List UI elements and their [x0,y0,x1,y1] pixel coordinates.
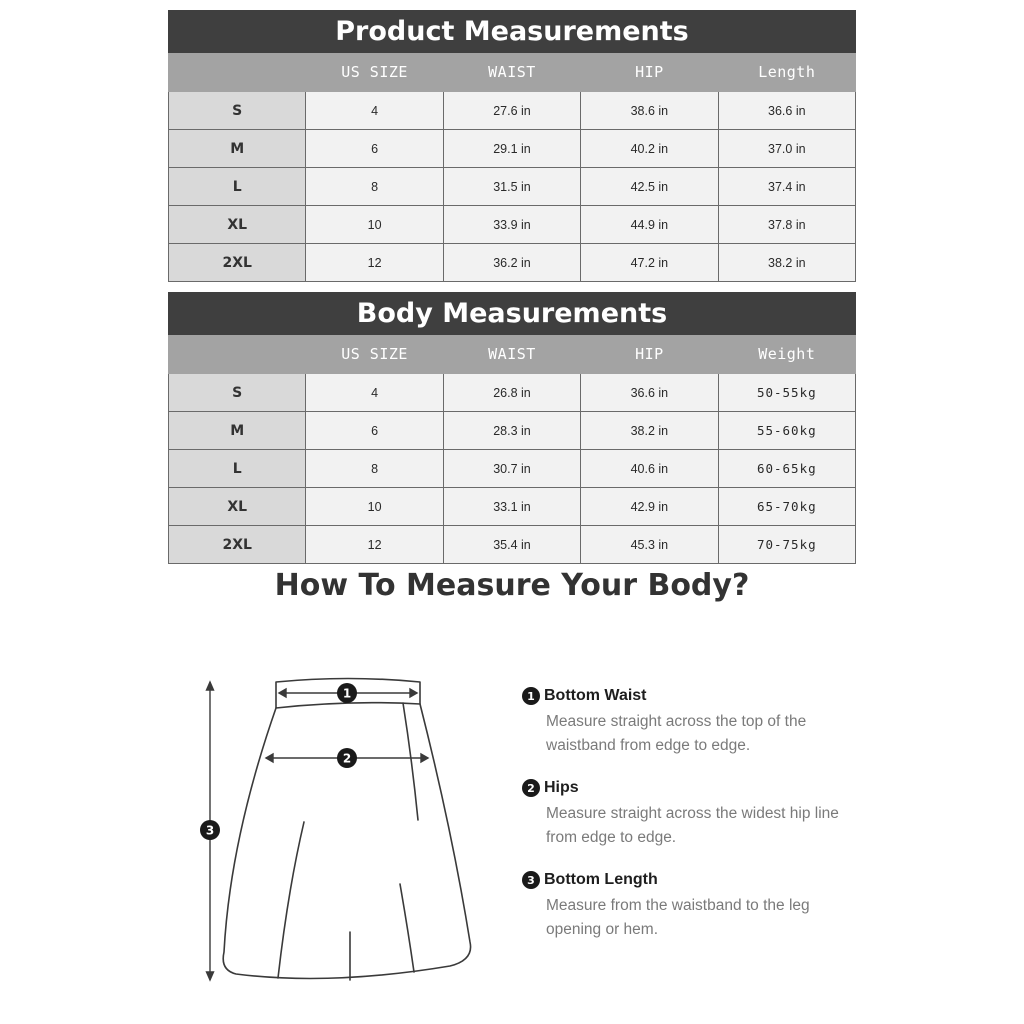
hip-value: 38.2 in [581,412,718,450]
product-header-hip: HIP [581,53,718,92]
length-value: 37.8 in [718,206,855,244]
marker-number: 2 [342,751,352,766]
product-header-size [169,53,306,92]
product-table-title-row [169,11,856,53]
table-row [169,450,856,488]
us-size-value: 8 [306,450,443,488]
size-label: L [169,450,306,488]
waist-value: 33.1 in [443,488,580,526]
us-size-value: 8 [306,168,443,206]
skirt-seam-line [278,822,304,978]
waist-value: 28.3 in [443,412,580,450]
product-table-title: Product Measurements [169,11,856,53]
hip-value: 47.2 in [581,244,718,282]
table-row [169,168,856,206]
waist-value: 36.2 in [443,244,580,282]
marker-number: 3 [205,823,215,838]
us-size-value: 6 [306,412,443,450]
waist-value: 30.7 in [443,450,580,488]
skirt-seam-line [400,884,414,972]
hip-value: 38.6 in [581,92,718,130]
us-size-value: 10 [306,488,443,526]
table-row [169,244,856,282]
body-header-weight: Weight [718,335,855,374]
guide-item-bottom-waist [522,686,882,758]
body-table-title: Body Measurements [169,293,856,335]
table-row [169,374,856,412]
hip-value: 44.9 in [581,206,718,244]
guide-item-label: Bottom Length [544,871,658,888]
size-label: XL [169,488,306,526]
table-row [169,412,856,450]
body-header-hip: HIP [581,335,718,374]
hip-value: 45.3 in [581,526,718,564]
marker-number: 1 [342,686,352,701]
size-label: L [169,168,306,206]
body-table-title-row [169,293,856,335]
body-table-header-row [169,335,856,374]
table-row [169,92,856,130]
guide-item-label: Bottom Waist [544,687,647,704]
guide-item-hips [522,778,882,850]
guide-item-bottom-length [522,870,882,942]
hip-value: 42.9 in [581,488,718,526]
length-value: 38.2 in [718,244,855,282]
hip-value: 40.2 in [581,130,718,168]
weight-value: 50-55kg [718,374,855,412]
guide-item-heading [522,778,882,798]
us-size-value: 4 [306,374,443,412]
guide-item-heading [522,870,882,890]
size-label: M [169,130,306,168]
guide-item-description: Measure straight across the top of the waistband from edge to edge. [546,713,807,754]
table-row [169,488,856,526]
table-row [169,130,856,168]
weight-value: 60-65kg [718,450,855,488]
hip-value: 42.5 in [581,168,718,206]
weight-value: 70-75kg [718,526,855,564]
skirt-seam-line [403,703,418,820]
waist-value: 26.8 in [443,374,580,412]
product-measurements-table [168,10,856,282]
size-label: 2XL [169,526,306,564]
waist-value: 29.1 in [443,130,580,168]
weight-value: 55-60kg [718,412,855,450]
size-label: 2XL [169,244,306,282]
waist-marker-1 [337,683,357,703]
size-label: S [169,374,306,412]
number-badge: 1 [522,687,540,705]
number-badge: 2 [522,779,540,797]
waist-value: 27.6 in [443,92,580,130]
us-size-value: 6 [306,130,443,168]
guide-item-description: Measure straight across the widest hip line from edge to edge. [546,805,839,846]
guide-item-description: Measure from the waistband to the leg opening or hem. [546,897,810,938]
length-marker-3 [200,820,220,840]
measure-guide-title: How To Measure Your Body? [274,568,750,603]
body-header-waist: WAIST [443,335,580,374]
length-value: 37.0 in [718,130,855,168]
product-header-waist: WAIST [443,53,580,92]
us-size-value: 12 [306,526,443,564]
product-table-header-row [169,53,856,92]
us-size-value: 4 [306,92,443,130]
body-measurements-table [168,292,856,564]
hip-value: 36.6 in [581,374,718,412]
waist-value: 31.5 in [443,168,580,206]
table-row [169,206,856,244]
hip-value: 40.6 in [581,450,718,488]
size-label: XL [169,206,306,244]
body-header-us-size: US SIZE [306,335,443,374]
us-size-value: 10 [306,206,443,244]
body-header-size [169,335,306,374]
guide-item-heading [522,686,882,706]
number-badge: 3 [522,871,540,889]
us-size-value: 12 [306,244,443,282]
guide-item-label: Hips [544,779,579,796]
skirt-outline [223,704,470,979]
length-value: 37.4 in [718,168,855,206]
weight-value: 65-70kg [718,488,855,526]
length-value: 36.6 in [718,92,855,130]
table-row [169,526,856,564]
product-header-us-size: US SIZE [306,53,443,92]
skirt-diagram [190,670,490,990]
waist-value: 33.9 in [443,206,580,244]
hip-marker-2 [337,748,357,768]
size-label: S [169,92,306,130]
product-header-length: Length [718,53,855,92]
waist-value: 35.4 in [443,526,580,564]
size-label: M [169,412,306,450]
